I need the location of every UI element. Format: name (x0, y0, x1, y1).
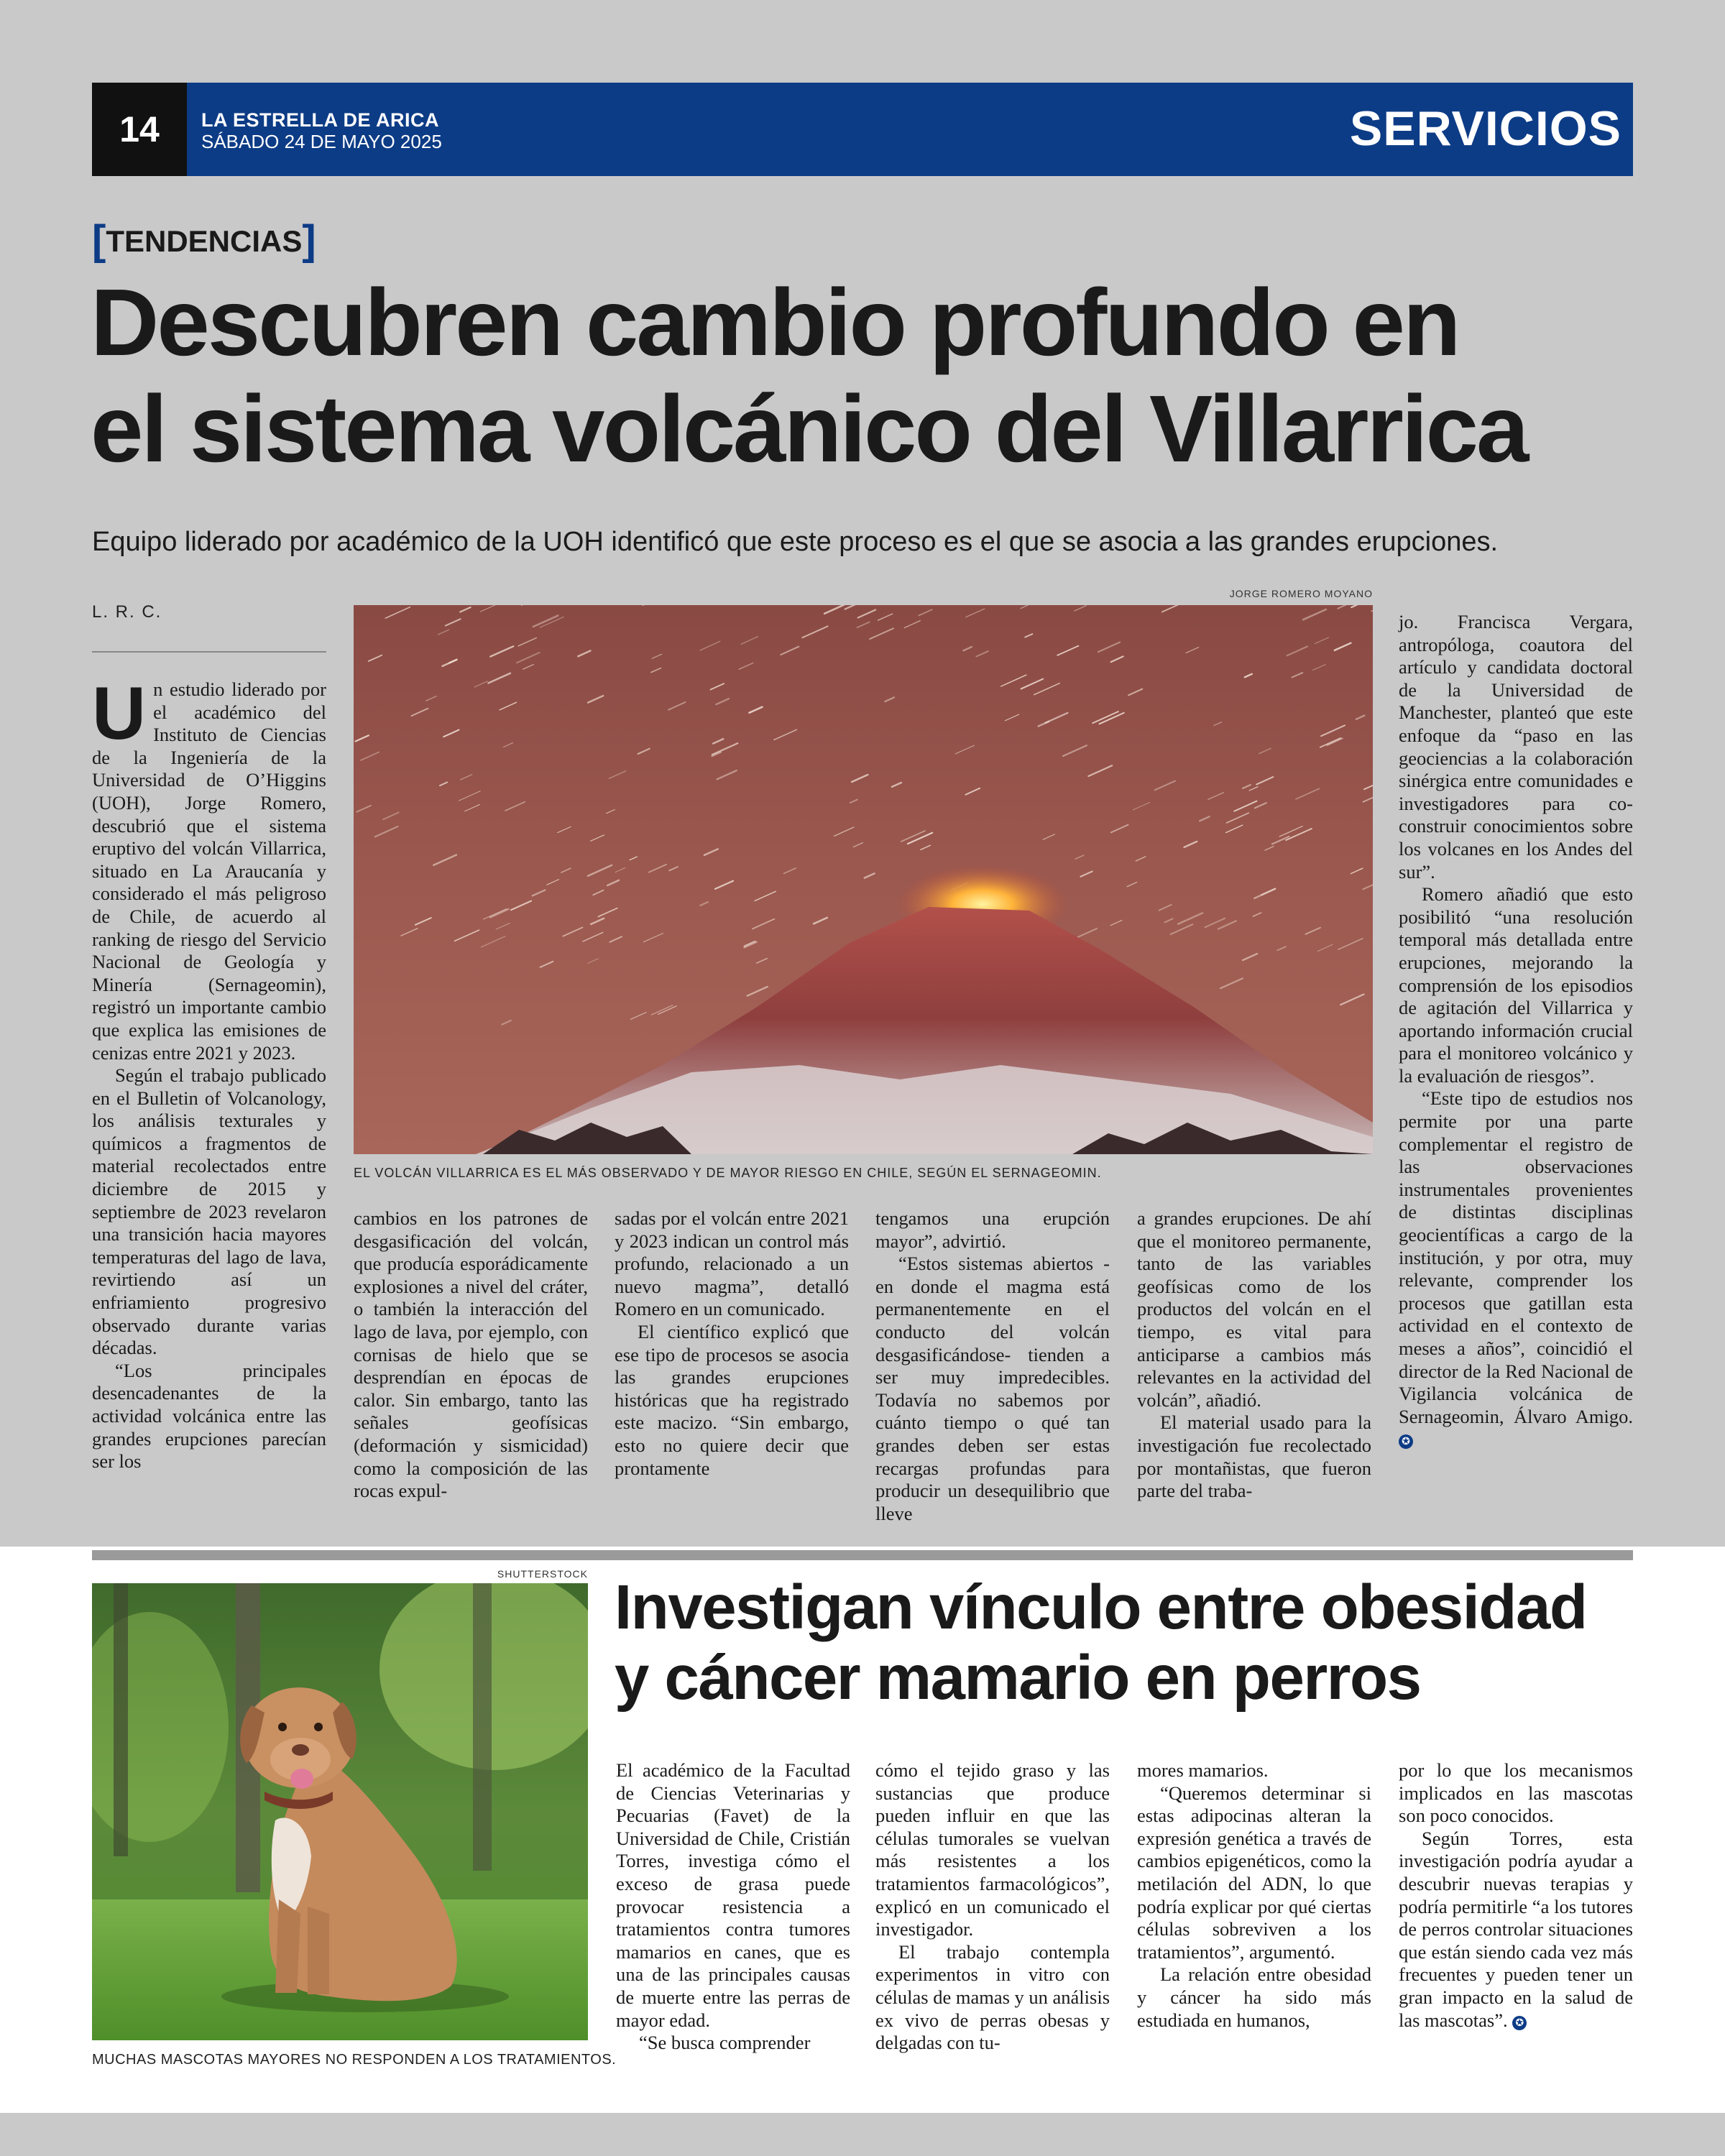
volcano-photo (354, 605, 1373, 1154)
article-column-6 (1399, 611, 1633, 1451)
dog-eye (314, 1723, 323, 1731)
paragraph: El trabajo contempla experimentos in vitro con células de mamas y un análisis ex vivo de perras obesas y delgadas con tu- (875, 1940, 1110, 2054)
dog-photo (92, 1583, 588, 2040)
paragraph: por lo que los mecanismos implicados en las mascotas son poco conocidos. (1399, 1759, 1633, 1827)
issue-date: SÁBADO 24 DE MAYO 2025 (201, 131, 442, 152)
section-divider (92, 1550, 1633, 1560)
header-bar (92, 83, 1633, 176)
second-article-column-1 (616, 1759, 850, 2055)
paragraph: “Estos sistemas abiertos -en donde el magma está permanentemente en el conducto del volcán desgasificándose- tienden a ser muy impredecibles. Todavía no sabemos por cuánto tiempo o qué tan grandes deben ser estas recargas profundas para producir un desequilibrio que lleve (875, 1253, 1110, 1524)
dog-eye (278, 1723, 287, 1731)
paragraph: cambios en los patrones de desgasificación del volcán, que producía esporádicamente explosiones a nivel del cráter, o también la interacción del lago de lava, por ejemplo, con cornisas de hielo que se desprendían en épocas de calor. Sin embargo, tanto las señales geofísicas (deformación y sismicidad) como la composición de las rocas expul- (354, 1207, 588, 1502)
tree-trunk (114, 1583, 128, 1856)
dog-nose (292, 1744, 309, 1756)
paragraph: La relación entre obesidad y cáncer ha sido más estudiada en humanos, (1137, 1963, 1371, 2031)
paragraph: El académico de la Facultad de Ciencias Veterinarias y Pecuarias (Favet) de la Universidad de Chile, Cristián Torres, investiga cómo el exceso de grasa puede provocar resistencia a tratamientos contra tumores mamarios en canes, que es una de las principales causas de muerte entre las perras de mayor edad. (616, 1759, 850, 2031)
article-column-3 (615, 1207, 849, 1480)
photo-caption: EL VOLCÁN VILLARRICA ES EL MÁS OBSERVADO Y DE MAYOR RIESGO EN CHILE, SEGÚN EL SERNAGEOMIN. (354, 1166, 1102, 1180)
article-kicker: [TENDENCIAS] (92, 217, 316, 264)
paragraph: jo. Francisca Vergara, antropóloga, coautora del artículo y candidata doctoral de la Universidad de Manchester, planteó que este enfoque da “paso en las geociencias a la colaboración sinérgica entre comunidades e investigadores para co-construir conocimientos sobre los volcanes en los Andes del sur”. (1399, 611, 1633, 883)
star-circle-icon: ✪ (1399, 1434, 1413, 1449)
paragraph: mores mamarios. (1137, 1759, 1269, 1781)
byline-rule (92, 651, 326, 653)
section-name: SERVICIOS (1349, 101, 1622, 156)
paragraph: Según el trabajo publicado en el Bulletin of Volcanology, los análisis texturales y químicos a fragmentos de material recolectados entre diciembre de 2015 y septiembre de 2023 revelaron una transición hacia mayores temperaturas del lago de lava, revirtiendo así un enfriamiento progresivo observado durante varias décadas. (92, 1064, 326, 1359)
main-headline (91, 270, 1643, 482)
main-subheadline: Equipo liderado por académico de la UOH identificó que este proceso es el que se asocia a las grandes erupciones. (92, 527, 1499, 557)
main-headline-line-2: el sistema volcánico del Villarrica (91, 376, 1527, 482)
paragraph: sadas por el volcán entre 2021 y 2023 indican un control más profundo, relacionado a un nuevo magma”, detalló Romero en un comunicado. (615, 1207, 849, 1320)
second-article-column-3 (1137, 1759, 1371, 2032)
paragraph: “Este tipo de estudios nos permite por una parte complementar el registro de las observaciones instrumentales provenientes de distintas disciplinas geocientíficas a cargo de la institución, y por otra, muy relevante, comprender los procesos que gatillan esta actividad en el contexto de meses a años”, coincidió el director de la Red Nacional de Vigilancia volcánica de Sernageomin, Álvaro Amigo. (1399, 1087, 1633, 1427)
paragraph: cómo el tejido graso y las sustancias que produce pueden influir en que las células tumorales se vuelvan más resistentes a los tratamientos farmacológicos”, explicó en un comunicado el investigador. (875, 1759, 1110, 1940)
photo-credit: JORGE ROMERO MOYANO (1229, 588, 1373, 599)
photo-credit: SHUTTERSTOCK (497, 1568, 588, 1580)
tree-trunk (473, 1583, 492, 1871)
second-headline-line-1: Investigan vínculo entre obesidad (615, 1572, 1587, 1642)
paragraph: “Queremos determinar si estas adipocinas alteran la expresión genética a través de cambios epigenéticos, como la metilación del ADN, lo que podría explicar por qué ciertas células sobreviven a los tratamientos”, argumentó. (1137, 1782, 1371, 1963)
article-column-5 (1137, 1207, 1371, 1503)
paragraph: tengamos una erupción mayor”, advirtió. (875, 1207, 1110, 1252)
paragraph: Romero añadió que esto posibilitó “una resolución temporal más detallada entre erupciones, mejorando la comprensión de los episodios de agitación del Villarrica y aportando información crucial para el monitoreo volcánico y la evaluación de riesgos”. (1399, 883, 1633, 1087)
dog-tongue (290, 1769, 313, 1789)
newspaper-name: LA ESTRELLA DE ARICA (201, 109, 439, 131)
second-article-column-2 (875, 1759, 1110, 2055)
second-headline-line-2: y cáncer mamario en perros (615, 1643, 1421, 1713)
paragraph: “Los principales desencadenantes de la actividad volcánica entre las grandes erupciones parecían ser los (92, 1359, 326, 1473)
second-article-column-4 (1399, 1759, 1633, 2032)
main-headline-line-1: Descubren cambio profundo en (91, 270, 1459, 375)
byline: L. R. C. (92, 602, 162, 622)
second-headline (615, 1572, 1635, 1713)
article-column-2 (354, 1207, 588, 1503)
paragraph: Según Torres, esta investigación podría ayudar a descubrir nuevas terapias y podría permitirle “a los tutores de perros controlar situaciones que están siendo cada vez más frecuentes y pueden tener un gran impacto en la salud de las mascotas”. (1399, 1827, 1633, 2031)
paragraph: “Se busca comprender (639, 2032, 811, 2054)
paragraph: El material usado para la investigación fue recolectado por montañistas, que fueron parte del traba- (1137, 1411, 1371, 1502)
paragraph: El científico explicó que ese tipo de procesos se asocia las grandes erupciones históricas que ha registrado este macizo. “Sin embargo, esto no quiere decir que prontamente (615, 1320, 849, 1479)
kicker-label: TENDENCIAS (106, 224, 303, 258)
article-column-1 (92, 672, 326, 1473)
page-number: 14 (92, 83, 187, 176)
article-column-4 (875, 1207, 1110, 1525)
paragraph: a grandes erupciones. De ahí que el monitoreo permanente, tanto de las variables geofísicas como de los productos del volcán en el tiempo, es vital para anticiparse a cambios más relevantes en la actividad del volcán”, añadió. (1137, 1207, 1371, 1411)
paragraph: n estudio liderado por el académico del Instituto de Ciencias de la Ingeniería de la Universidad de O’Higgins (UOH), Jorge Romero, descubrió que el sistema eruptivo del volcán Villarrica, situado en La Araucanía y considerado el más peligroso de Chile, de acuerdo al ranking de riesgo del Servicio Nacional de Geología y Minería (Sernageomin), registró un importante cambio que explica las emisiones de cenizas entre 2021 y 2023. (92, 678, 326, 1064)
drop-cap: U (92, 672, 147, 755)
photo-caption: MUCHAS MASCOTAS MAYORES NO RESPONDEN A LOS TRATAMIENTOS. (92, 2052, 617, 2068)
star-circle-icon: ✪ (1512, 2016, 1527, 2030)
